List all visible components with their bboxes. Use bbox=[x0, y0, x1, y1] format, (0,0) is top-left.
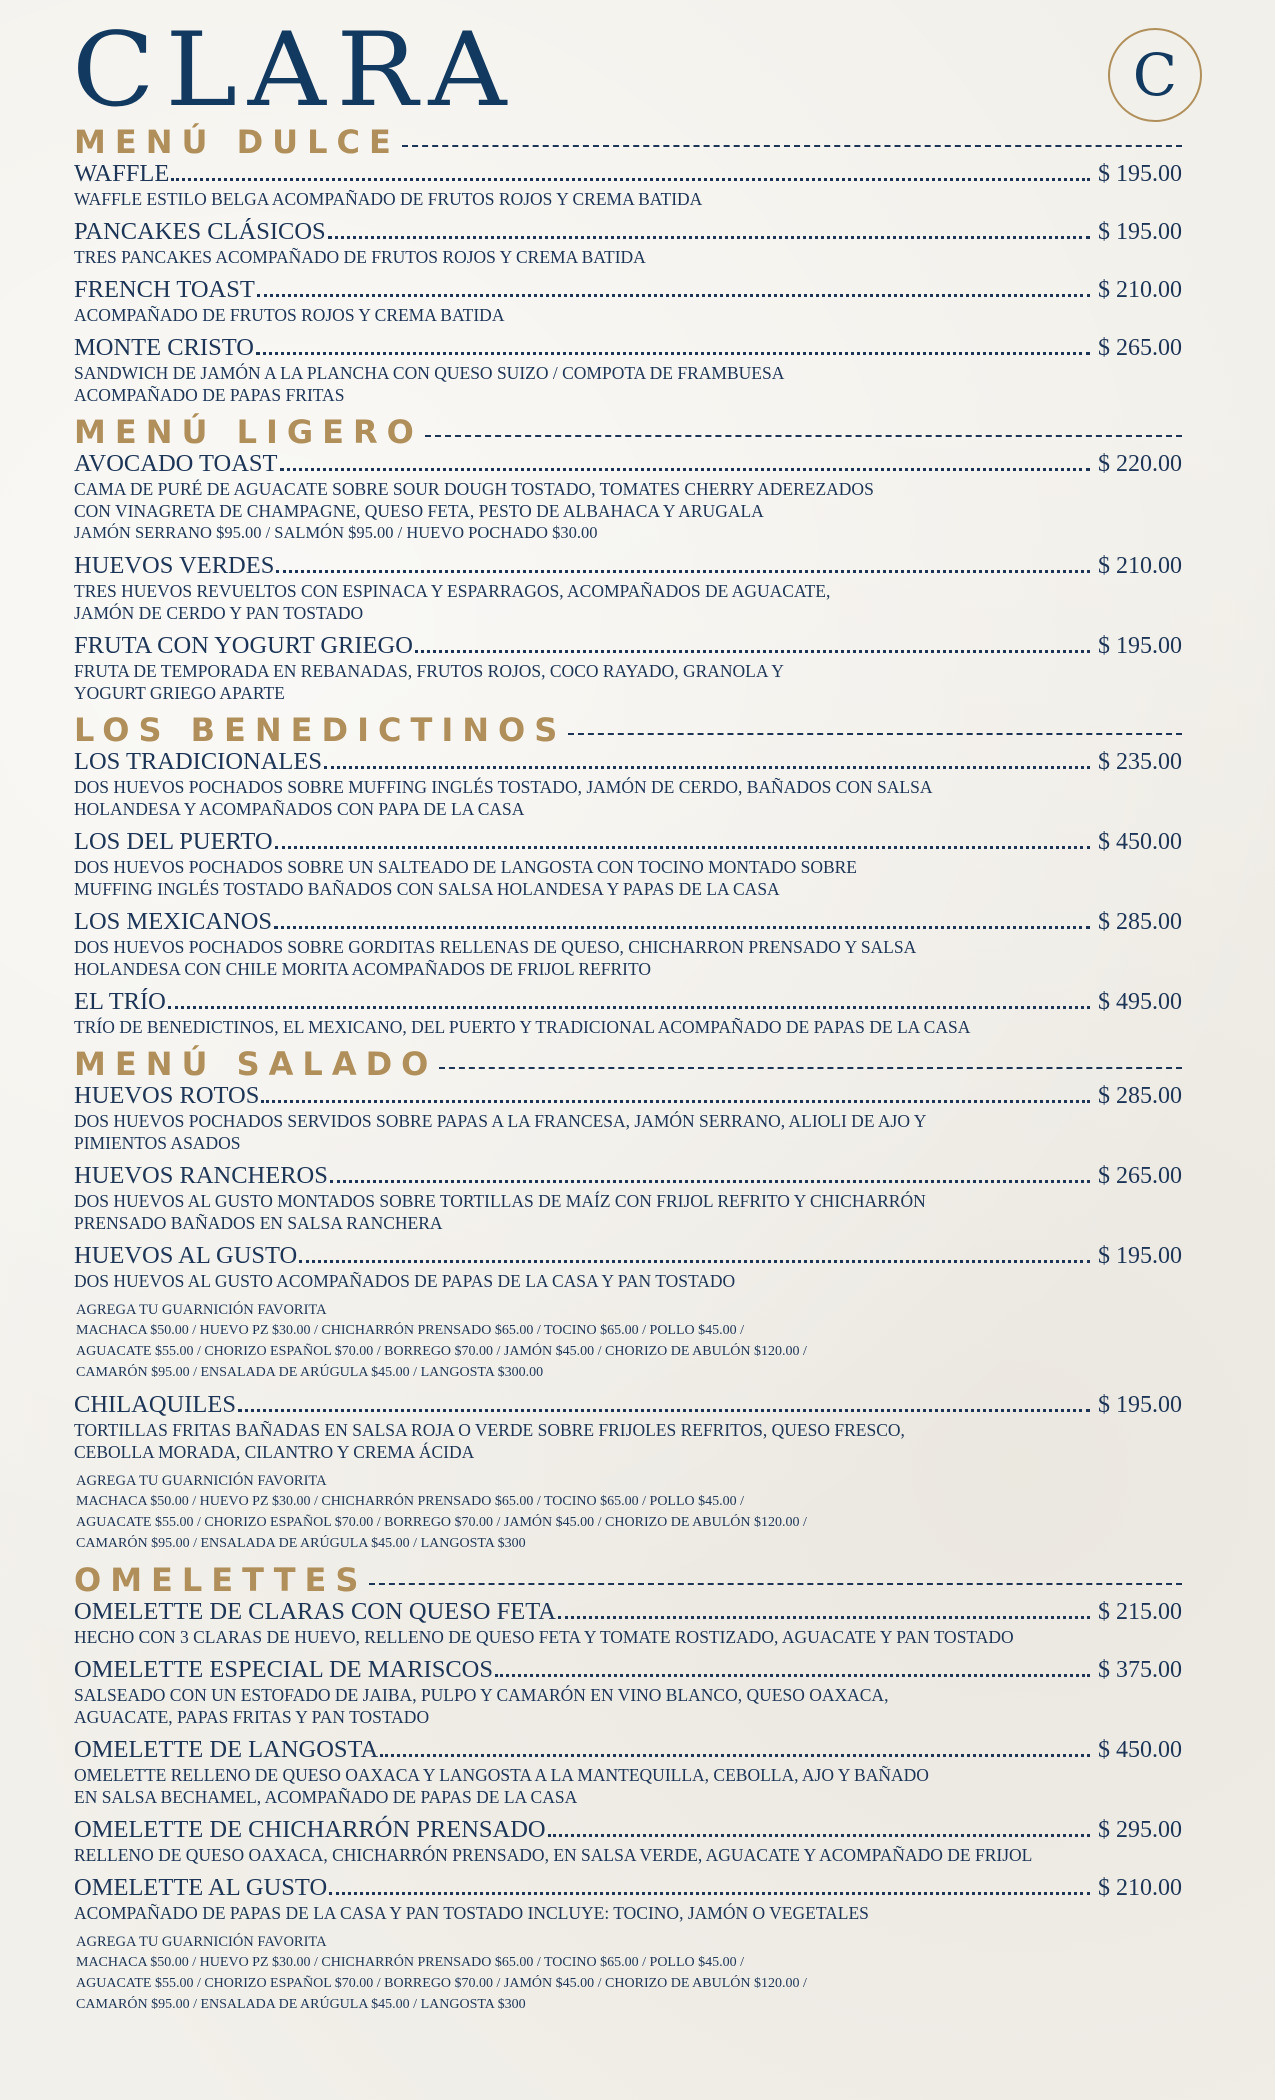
item-name: HUEVOS RANCHEROS bbox=[74, 1162, 328, 1189]
menu-section bbox=[74, 124, 1182, 406]
item-price: $ 265.00 bbox=[1098, 335, 1182, 361]
item-description: HECHO CON 3 CLARAS DE HUEVO, RELLENO DE QUESO FETA Y TOMATE ROSTIZADO, AGUACATE Y PAN TOSTADO bbox=[74, 1627, 1014, 1647]
menu-item bbox=[74, 988, 1182, 1038]
dot-leader bbox=[238, 1409, 1090, 1412]
menu-item-header bbox=[74, 1082, 1182, 1110]
menu-item bbox=[74, 748, 1182, 820]
menu-item bbox=[74, 1162, 1182, 1234]
menu-item-header bbox=[74, 450, 1182, 478]
garnish-line: CAMARÓN $95.00 / ENSALADA DE ARÚGULA $45.00 / LANGOSTA $300 bbox=[76, 1997, 526, 2012]
item-name: LOS MEXICANOS bbox=[74, 908, 273, 935]
menu-item-header bbox=[74, 1874, 1182, 1902]
dot-leader bbox=[324, 766, 1090, 769]
section-title bbox=[74, 712, 1182, 748]
menu-header bbox=[72, 11, 1182, 130]
menu-item bbox=[74, 160, 1182, 210]
item-name: AVOCADO TOAST bbox=[74, 450, 278, 477]
item-price: $ 285.00 bbox=[1098, 1083, 1182, 1109]
menu-item-header bbox=[74, 160, 1182, 188]
item-price: $ 195.00 bbox=[1098, 633, 1182, 659]
menu-item-header bbox=[74, 1242, 1182, 1270]
item-price: $ 210.00 bbox=[1098, 277, 1182, 303]
dot-leader bbox=[415, 650, 1090, 653]
menu-item-header bbox=[74, 632, 1182, 660]
item-description: PRENSADO BAÑADOS EN SALSA RANCHERA bbox=[74, 1213, 443, 1233]
item-name: OMELETTE DE LANGOSTA bbox=[74, 1736, 379, 1763]
item-price: $ 495.00 bbox=[1098, 989, 1182, 1015]
item-price: $ 450.00 bbox=[1098, 829, 1182, 855]
menu-item bbox=[74, 552, 1182, 624]
item-description: DOS HUEVOS POCHADOS SOBRE GORDITAS RELLENAS DE QUESO, CHICHARRON PRENSADO Y SALSA bbox=[74, 937, 917, 957]
menu-item-header bbox=[74, 1736, 1182, 1764]
section-title-text: MENÚ LIGERO bbox=[74, 413, 423, 451]
section-title bbox=[74, 1562, 1182, 1598]
item-description: CEBOLLA MORADA, CILANTRO Y CREMA ÁCIDA bbox=[74, 1442, 475, 1462]
item-description: HOLANDESA Y ACOMPAÑADOS CON PAPA DE LA CASA bbox=[74, 799, 525, 819]
section-title-text: OMELETTES bbox=[74, 1561, 368, 1599]
garnish-line: CAMARÓN $95.00 / ENSALADA DE ARÚGULA $45.00 / LANGOSTA $300 bbox=[76, 1536, 526, 1551]
item-description: ACOMPAÑADO DE PAPAS DE LA CASA Y PAN TOSTADO INCLUYE: TOCINO, JAMÓN O VEGETALES bbox=[74, 1903, 869, 1923]
item-price: $ 210.00 bbox=[1098, 553, 1182, 579]
menu-section bbox=[74, 414, 1182, 704]
item-price: $ 450.00 bbox=[1098, 1737, 1182, 1763]
section-title bbox=[74, 414, 1182, 450]
garnish-line: CAMARÓN $95.00 / ENSALADA DE ARÚGULA $45.00 / LANGOSTA $300.00 bbox=[76, 1365, 544, 1380]
menu-item-header bbox=[74, 1816, 1182, 1844]
dot-leader bbox=[548, 1834, 1090, 1837]
garnish-line: MACHACA $50.00 / HUEVO PZ $30.00 / CHICHARRÓN PRENSADO $65.00 / TOCINO $65.00 / POLLO $45.00 / bbox=[76, 1323, 745, 1338]
item-description: CAMA DE PURÉ DE AGUACATE SOBRE SOUR DOUGH TOSTADO, TOMATES CHERRY ADEREZADOS bbox=[74, 479, 874, 499]
menu-item bbox=[74, 276, 1182, 326]
section-title-text: MENÚ DULCE bbox=[74, 123, 400, 161]
dot-leader bbox=[280, 468, 1090, 471]
item-description: JAMÓN DE CERDO Y PAN TOSTADO bbox=[74, 603, 364, 623]
item-description: ACOMPAÑADO DE FRUTOS ROJOS Y CREMA BATIDA bbox=[74, 305, 505, 325]
garnish-line: MACHACA $50.00 / HUEVO PZ $30.00 / CHICHARRÓN PRENSADO $65.00 / TOCINO $65.00 / POLLO $45.00 / bbox=[76, 1955, 745, 1970]
item-name: OMELETTE AL GUSTO bbox=[74, 1874, 328, 1901]
item-name: OMELETTE ESPECIAL DE MARISCOS bbox=[74, 1656, 494, 1683]
item-description: EN SALSA BECHAMEL, ACOMPAÑADO DE PAPAS DE LA CASA bbox=[74, 1787, 578, 1807]
item-price: $ 285.00 bbox=[1098, 909, 1182, 935]
menu-item bbox=[74, 218, 1182, 268]
item-name: WAFFLE bbox=[74, 160, 170, 187]
item-price: $ 195.00 bbox=[1098, 161, 1182, 187]
item-name: PANCAKES CLÁSICOS bbox=[74, 218, 326, 245]
item-description: DOS HUEVOS AL GUSTO ACOMPAÑADOS DE PAPAS DE LA CASA Y PAN TOSTADO bbox=[74, 1271, 736, 1291]
item-name: HUEVOS ROTOS bbox=[74, 1082, 260, 1109]
menu-item-header bbox=[74, 988, 1182, 1016]
item-price: $ 220.00 bbox=[1098, 451, 1182, 477]
item-description: WAFFLE ESTILO BELGA ACOMPAÑADO DE FRUTOS ROJOS Y CREMA BATIDA bbox=[74, 189, 703, 209]
item-price: $ 210.00 bbox=[1098, 1875, 1182, 1901]
dot-leader bbox=[256, 352, 1090, 355]
item-price: $ 265.00 bbox=[1098, 1163, 1182, 1189]
menu-item bbox=[74, 1874, 1182, 2015]
item-description: HOLANDESA CON CHILE MORITA ACOMPAÑADOS DE FRIJOL REFRITO bbox=[74, 959, 651, 979]
item-addons: JAMÓN SERRANO $95.00 / SALMÓN $95.00 / HUEVO POCHADO $30.00 bbox=[74, 523, 598, 542]
menu-page bbox=[72, 11, 1182, 2023]
item-description: TRÍO DE BENEDICTINOS, EL MEXICANO, DEL PUERTO Y TRADICIONAL ACOMPAÑADO DE PAPAS DE LA CASA bbox=[74, 1017, 971, 1037]
menu-item bbox=[74, 1082, 1182, 1154]
menu-item-header bbox=[74, 748, 1182, 776]
dot-leader bbox=[299, 1260, 1090, 1263]
item-description: SALSEADO CON UN ESTOFADO DE JAIBA, PULPO Y CAMARÓN EN VINO BLANCO, QUESO OAXACA, bbox=[74, 1685, 889, 1705]
menu-item bbox=[74, 1656, 1182, 1728]
item-name: HUEVOS AL GUSTO bbox=[74, 1242, 298, 1269]
item-description: AGUACATE, PAPAS FRITAS Y PAN TOSTADO bbox=[74, 1707, 430, 1727]
menu-item bbox=[74, 828, 1182, 900]
dot-leader bbox=[495, 1674, 1090, 1677]
item-name: EL TRÍO bbox=[74, 988, 166, 1015]
item-description: MUFFING INGLÉS TOSTADO BAÑADOS CON SALSA HOLANDESA Y PAPAS DE LA CASA bbox=[74, 879, 780, 899]
dot-leader bbox=[171, 178, 1090, 181]
section-divider bbox=[425, 435, 1182, 437]
monogram-badge: C bbox=[1108, 28, 1202, 122]
item-description: DOS HUEVOS AL GUSTO MONTADOS SOBRE TORTILLAS DE MAÍZ CON FRIJOL REFRITO Y CHICHARRÓN bbox=[74, 1191, 926, 1211]
menu-section bbox=[74, 1562, 1182, 2015]
dot-leader bbox=[257, 294, 1090, 297]
dot-leader bbox=[328, 236, 1090, 239]
dot-leader bbox=[380, 1754, 1090, 1757]
dot-leader bbox=[558, 1616, 1090, 1619]
item-description: ACOMPAÑADO DE PAPAS FRITAS bbox=[74, 385, 345, 405]
menu-item bbox=[74, 1816, 1182, 1866]
item-name: OMELETTE DE CLARAS CON QUESO FETA bbox=[74, 1598, 556, 1625]
menu-sections bbox=[74, 124, 1182, 2015]
item-price: $ 195.00 bbox=[1098, 219, 1182, 245]
dot-leader bbox=[168, 1006, 1090, 1009]
item-description: DOS HUEVOS POCHADOS SERVIDOS SOBRE PAPAS A LA FRANCESA, JAMÓN SERRANO, ALIOLI DE AJO Y bbox=[74, 1111, 927, 1131]
dot-leader bbox=[275, 846, 1090, 849]
garnish-line: AGUACATE $55.00 / CHORIZO ESPAÑOL $70.00 / BORREGO $70.00 / JAMÓN $45.00 / CHORIZO DE ABULÓN $120.00 / bbox=[76, 1515, 807, 1530]
menu-item bbox=[74, 1242, 1182, 1383]
item-description: CON VINAGRETA DE CHAMPAGNE, QUESO FETA, PESTO DE ALBAHACA Y ARUGALA bbox=[74, 501, 764, 521]
dot-leader bbox=[330, 1180, 1090, 1183]
item-description: TRES PANCAKES ACOMPAÑADO DE FRUTOS ROJOS Y CREMA BATIDA bbox=[74, 247, 646, 267]
menu-item-header bbox=[74, 908, 1182, 936]
menu-item-header bbox=[74, 1162, 1182, 1190]
item-price: $ 375.00 bbox=[1098, 1657, 1182, 1683]
item-name: HUEVOS VERDES bbox=[74, 552, 275, 579]
menu-item bbox=[74, 450, 1182, 544]
menu-item-header bbox=[74, 1656, 1182, 1684]
item-description: DOS HUEVOS POCHADOS SOBRE UN SALTEADO DE LANGOSTA CON TOCINO MONTADO SOBRE bbox=[74, 857, 857, 877]
item-price: $ 215.00 bbox=[1098, 1599, 1182, 1625]
menu-item bbox=[74, 334, 1182, 406]
item-price: $ 195.00 bbox=[1098, 1243, 1182, 1269]
item-price: $ 235.00 bbox=[1098, 749, 1182, 775]
menu-item bbox=[74, 1736, 1182, 1808]
section-divider bbox=[402, 145, 1182, 147]
menu-item-header bbox=[74, 828, 1182, 856]
menu-item bbox=[74, 1598, 1182, 1648]
garnish-title: AGREGA TU GUARNICIÓN FAVORITA bbox=[76, 1302, 327, 1318]
item-name: FRUTA CON YOGURT GRIEGO bbox=[74, 632, 413, 659]
menu-item bbox=[74, 632, 1182, 704]
section-divider bbox=[369, 1583, 1182, 1585]
section-title bbox=[74, 1046, 1182, 1082]
menu-item bbox=[74, 908, 1182, 980]
section-divider bbox=[439, 1067, 1182, 1069]
garnish-line: MACHACA $50.00 / HUEVO PZ $30.00 / CHICHARRÓN PRENSADO $65.00 / TOCINO $65.00 / POLLO $45.00 / bbox=[76, 1494, 745, 1509]
menu-item-header bbox=[74, 552, 1182, 580]
item-description: OMELETTE RELLENO DE QUESO OAXACA Y LANGOSTA A LA MANTEQUILLA, CEBOLLA, AJO Y BAÑADO bbox=[74, 1765, 929, 1785]
garnish-block bbox=[74, 1932, 1182, 2015]
section-title-text: MENÚ SALADO bbox=[74, 1045, 438, 1083]
menu-item-header bbox=[74, 1391, 1182, 1419]
item-name: LOS TRADICIONALES bbox=[74, 748, 322, 775]
garnish-line: AGUACATE $55.00 / CHORIZO ESPAÑOL $70.00 / BORREGO $70.00 / JAMÓN $45.00 / CHORIZO DE ABULÓN $120.00 / bbox=[76, 1976, 807, 1991]
dot-leader bbox=[261, 1100, 1090, 1103]
item-name: LOS DEL PUERTO bbox=[74, 828, 273, 855]
garnish-line: AGUACATE $55.00 / CHORIZO ESPAÑOL $70.00 / BORREGO $70.00 / JAMÓN $45.00 / CHORIZO DE ABULÓN $120.00 / bbox=[76, 1344, 807, 1359]
garnish-title: AGREGA TU GUARNICIÓN FAVORITA bbox=[76, 1934, 327, 1950]
item-description: FRUTA DE TEMPORADA EN REBANADAS, FRUTOS ROJOS, COCO RAYADO, GRANOLA Y bbox=[74, 661, 784, 681]
menu-item-header bbox=[74, 276, 1182, 304]
brand-logo: CLARA bbox=[72, 11, 518, 130]
item-name: FRENCH TOAST bbox=[74, 276, 255, 303]
menu-item-header bbox=[74, 334, 1182, 362]
item-price: $ 195.00 bbox=[1098, 1392, 1182, 1418]
menu-item-header bbox=[74, 218, 1182, 246]
menu-section bbox=[74, 1046, 1182, 1554]
item-price: $ 295.00 bbox=[1098, 1817, 1182, 1843]
item-description: DOS HUEVOS POCHADOS SOBRE MUFFING INGLÉS TOSTADO, JAMÓN DE CERDO, BAÑADOS CON SALSA bbox=[74, 777, 933, 797]
item-name: OMELETTE DE CHICHARRÓN PRENSADO bbox=[74, 1816, 546, 1843]
menu-section bbox=[74, 712, 1182, 1038]
item-description: YOGURT GRIEGO APARTE bbox=[74, 683, 285, 703]
menu-item bbox=[74, 1391, 1182, 1554]
item-name: CHILAQUILES bbox=[74, 1391, 236, 1418]
menu-item-header bbox=[74, 1598, 1182, 1626]
item-name: MONTE CRISTO bbox=[74, 334, 254, 361]
dot-leader bbox=[274, 926, 1090, 929]
item-description: TRES HUEVOS REVUELTOS CON ESPINACA Y ESPARRAGOS, ACOMPAÑADOS DE AGUACATE, bbox=[74, 581, 831, 601]
dot-leader bbox=[276, 570, 1090, 573]
section-title-text: LOS BENEDICTINOS bbox=[74, 711, 567, 749]
item-description: TORTILLAS FRITAS BAÑADAS EN SALSA ROJA O VERDE SOBRE FRIJOLES REFRITOS, QUESO FRESCO, bbox=[74, 1420, 905, 1440]
dot-leader bbox=[329, 1892, 1090, 1895]
item-description: SANDWICH DE JAMÓN A LA PLANCHA CON QUESO SUIZO / COMPOTA DE FRAMBUESA bbox=[74, 363, 785, 383]
section-divider bbox=[568, 733, 1182, 735]
garnish-block bbox=[74, 1471, 1182, 1554]
garnish-block bbox=[74, 1300, 1182, 1383]
item-description: PIMIENTOS ASADOS bbox=[74, 1133, 241, 1153]
item-description: RELLENO DE QUESO OAXACA, CHICHARRÓN PRENSADO, EN SALSA VERDE, AGUACATE Y ACOMPAÑADO DE FRIJOL bbox=[74, 1845, 1033, 1865]
garnish-title: AGREGA TU GUARNICIÓN FAVORITA bbox=[76, 1473, 327, 1489]
